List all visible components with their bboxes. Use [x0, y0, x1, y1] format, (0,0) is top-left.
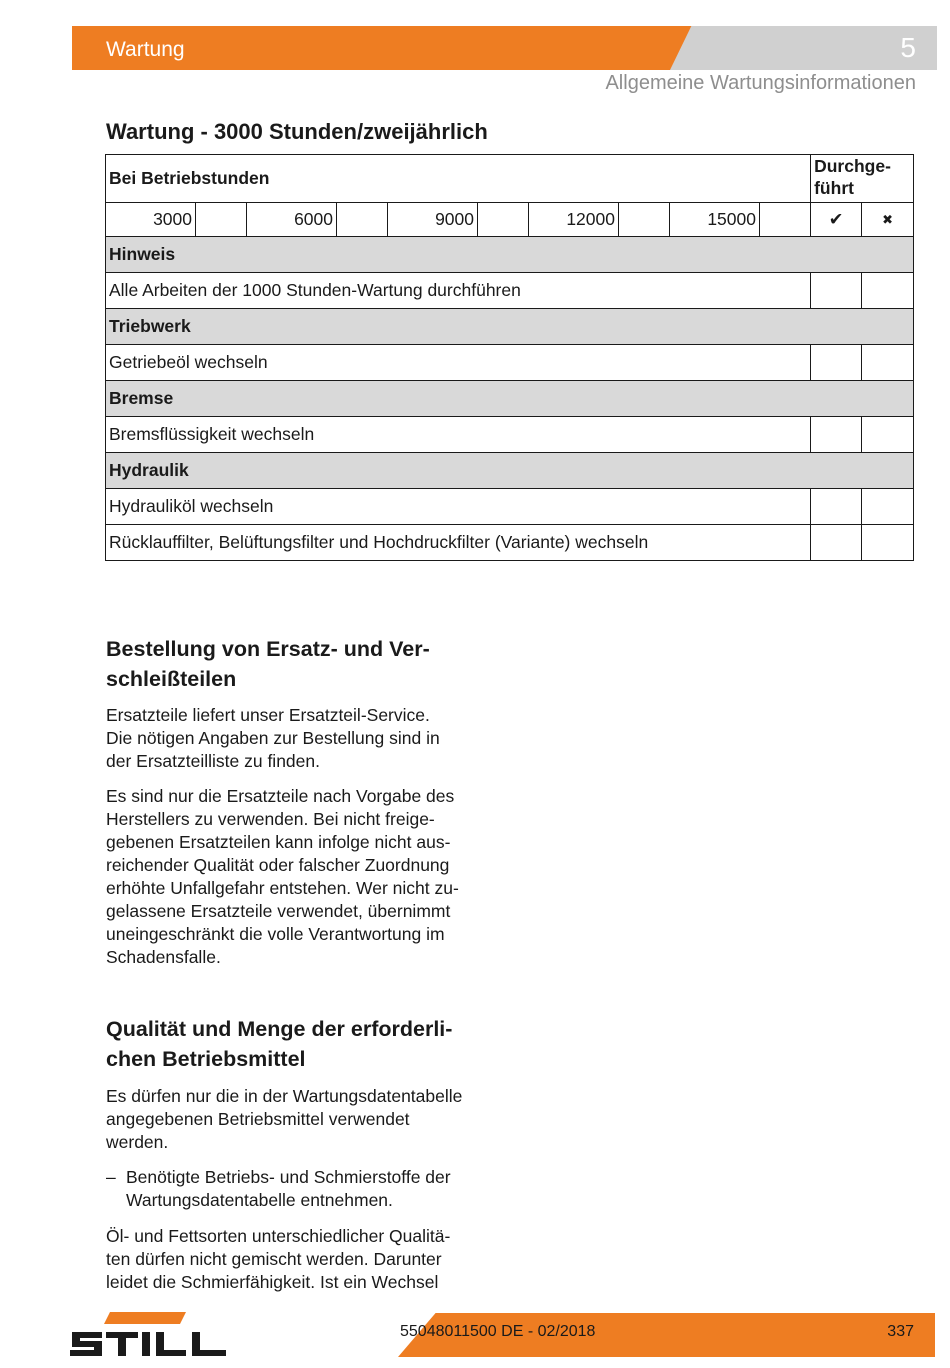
text-line: werden. — [106, 1132, 169, 1152]
task-row — [106, 273, 914, 309]
chapter-subtitle: Allgemeine Wartungsinformationen — [605, 72, 916, 94]
text-line: gelassene Ersatzteile verwendet, übernimmt — [106, 901, 451, 921]
hours-cell: 3000 — [106, 203, 196, 237]
text-line: leidet die Schmierfähigkeit. Ist ein Wechsel — [106, 1272, 439, 1292]
section-title-hinweis: Hinweis — [106, 237, 914, 273]
task-label: Alle Arbeiten der 1000 Stunden-Wartung durchführen — [106, 273, 811, 309]
task-label: Rücklauffilter, Belüftungsfilter und Hochdruckfilter (Variante) wechseln — [106, 525, 811, 561]
text-line: gebenen Ersatzteilen kann infolge nicht aus- — [106, 832, 451, 852]
section-title-bremse: Bremse — [106, 381, 914, 417]
text-line: Es dürfen nur die in der Wartungsdatentabelle — [106, 1086, 463, 1106]
maintenance-table — [105, 154, 914, 561]
text-line: Die nötigen Angaben zur Bestellung sind in — [106, 728, 440, 748]
text-line: ten dürfen nicht gemischt werden. Darunter — [106, 1249, 442, 1269]
hours-row — [106, 203, 914, 237]
still-logo — [70, 1310, 230, 1358]
fluids-paragraph-1 — [106, 1085, 462, 1154]
section-row — [106, 453, 914, 489]
text-line: Ersatzteile liefert unser Ersatzteil-Service. — [106, 705, 430, 725]
task-label: Getriebeöl wechseln — [106, 345, 811, 381]
page-number: 337 — [887, 1323, 914, 1340]
spare-parts-paragraph-1 — [106, 704, 440, 773]
done-checkbox[interactable] — [811, 489, 862, 525]
hours-cell: 9000 — [388, 203, 478, 237]
task-label: Hydrauliköl wechseln — [106, 489, 811, 525]
hours-check-cell — [196, 203, 247, 237]
text-line: Öl- und Fettsorten unterschiedlicher Qualitä- — [106, 1226, 451, 1246]
spare-parts-paragraph-2 — [106, 785, 459, 969]
page-title: Wartung - 3000 Stunden/zweijährlich — [106, 119, 488, 144]
table-header-row — [106, 155, 914, 203]
done-checkbox[interactable] — [811, 273, 862, 309]
not-done-checkbox[interactable] — [862, 417, 914, 453]
task-row — [106, 525, 914, 561]
task-row — [106, 345, 914, 381]
text-line: erhöhte Unfallgefahr entstehen. Wer nicht zu- — [106, 878, 459, 898]
document-number: 55048011500 DE - 02/2018 — [400, 1323, 596, 1340]
done-header — [811, 155, 914, 203]
not-done-checkbox[interactable] — [862, 489, 914, 525]
text-line: angegebenen Betriebsmittel verwendet — [106, 1109, 410, 1129]
section-title: Wartung — [106, 38, 185, 61]
section-row — [106, 381, 914, 417]
header-chapter-band — [670, 26, 937, 70]
text-line: Schadensfalle. — [106, 947, 221, 967]
hours-check-cell — [337, 203, 388, 237]
hours-cell: 6000 — [247, 203, 337, 237]
heading-line: Bestellung von Ersatz- und Ver- — [106, 637, 430, 661]
section-row — [106, 309, 914, 345]
text-line: Herstellers zu verwenden. Bei nicht freige- — [106, 809, 435, 829]
check-mark-icon: ✔ — [811, 203, 862, 237]
done-header-line2: führt — [814, 178, 854, 198]
text-line: uneingeschränkt die volle Verantwortung im — [106, 924, 445, 944]
hours-check-cell — [478, 203, 529, 237]
not-done-checkbox[interactable] — [862, 273, 914, 309]
done-checkbox[interactable] — [811, 417, 862, 453]
not-done-checkbox[interactable] — [862, 345, 914, 381]
text-line: Benötigte Betriebs- und Schmierstoffe der — [126, 1167, 451, 1187]
done-checkbox[interactable] — [811, 345, 862, 381]
heading-line: chen Betriebsmittel — [106, 1047, 306, 1071]
heading-line: schleißteilen — [106, 667, 237, 691]
task-row — [106, 489, 914, 525]
chapter-number: 5 — [900, 32, 916, 63]
section-title-hydraulik: Hydraulik — [106, 453, 914, 489]
hours-check-cell — [619, 203, 670, 237]
text-line: Wartungsdatentabelle entnehmen. — [126, 1190, 393, 1210]
text-line: reichender Qualität oder falscher Zuordnung — [106, 855, 450, 875]
done-header-line1: Durchge- — [814, 156, 891, 176]
fluids-paragraph-2 — [106, 1225, 450, 1294]
section-row — [106, 237, 914, 273]
hours-cell: 15000 — [670, 203, 760, 237]
done-checkbox[interactable] — [811, 525, 862, 561]
not-done-checkbox[interactable] — [862, 525, 914, 561]
list-item — [126, 1166, 451, 1212]
hours-check-cell — [760, 203, 811, 237]
hours-cell: 12000 — [529, 203, 619, 237]
text-line: der Ersatzteilliste zu finden. — [106, 751, 320, 771]
cross-mark-icon: ✖ — [862, 203, 914, 237]
section-title-triebwerk: Triebwerk — [106, 309, 914, 345]
operating-hours-header: Bei Betriebstunden — [106, 155, 811, 203]
fluids-heading — [106, 1014, 452, 1074]
task-row — [106, 417, 914, 453]
spare-parts-heading — [106, 634, 430, 694]
text-line: Es sind nur die Ersatzteile nach Vorgabe des — [106, 786, 455, 806]
task-label: Bremsflüssigkeit wechseln — [106, 417, 811, 453]
heading-line: Qualität und Menge der erforderli- — [106, 1017, 453, 1041]
bullet-dash: – — [106, 1167, 116, 1187]
